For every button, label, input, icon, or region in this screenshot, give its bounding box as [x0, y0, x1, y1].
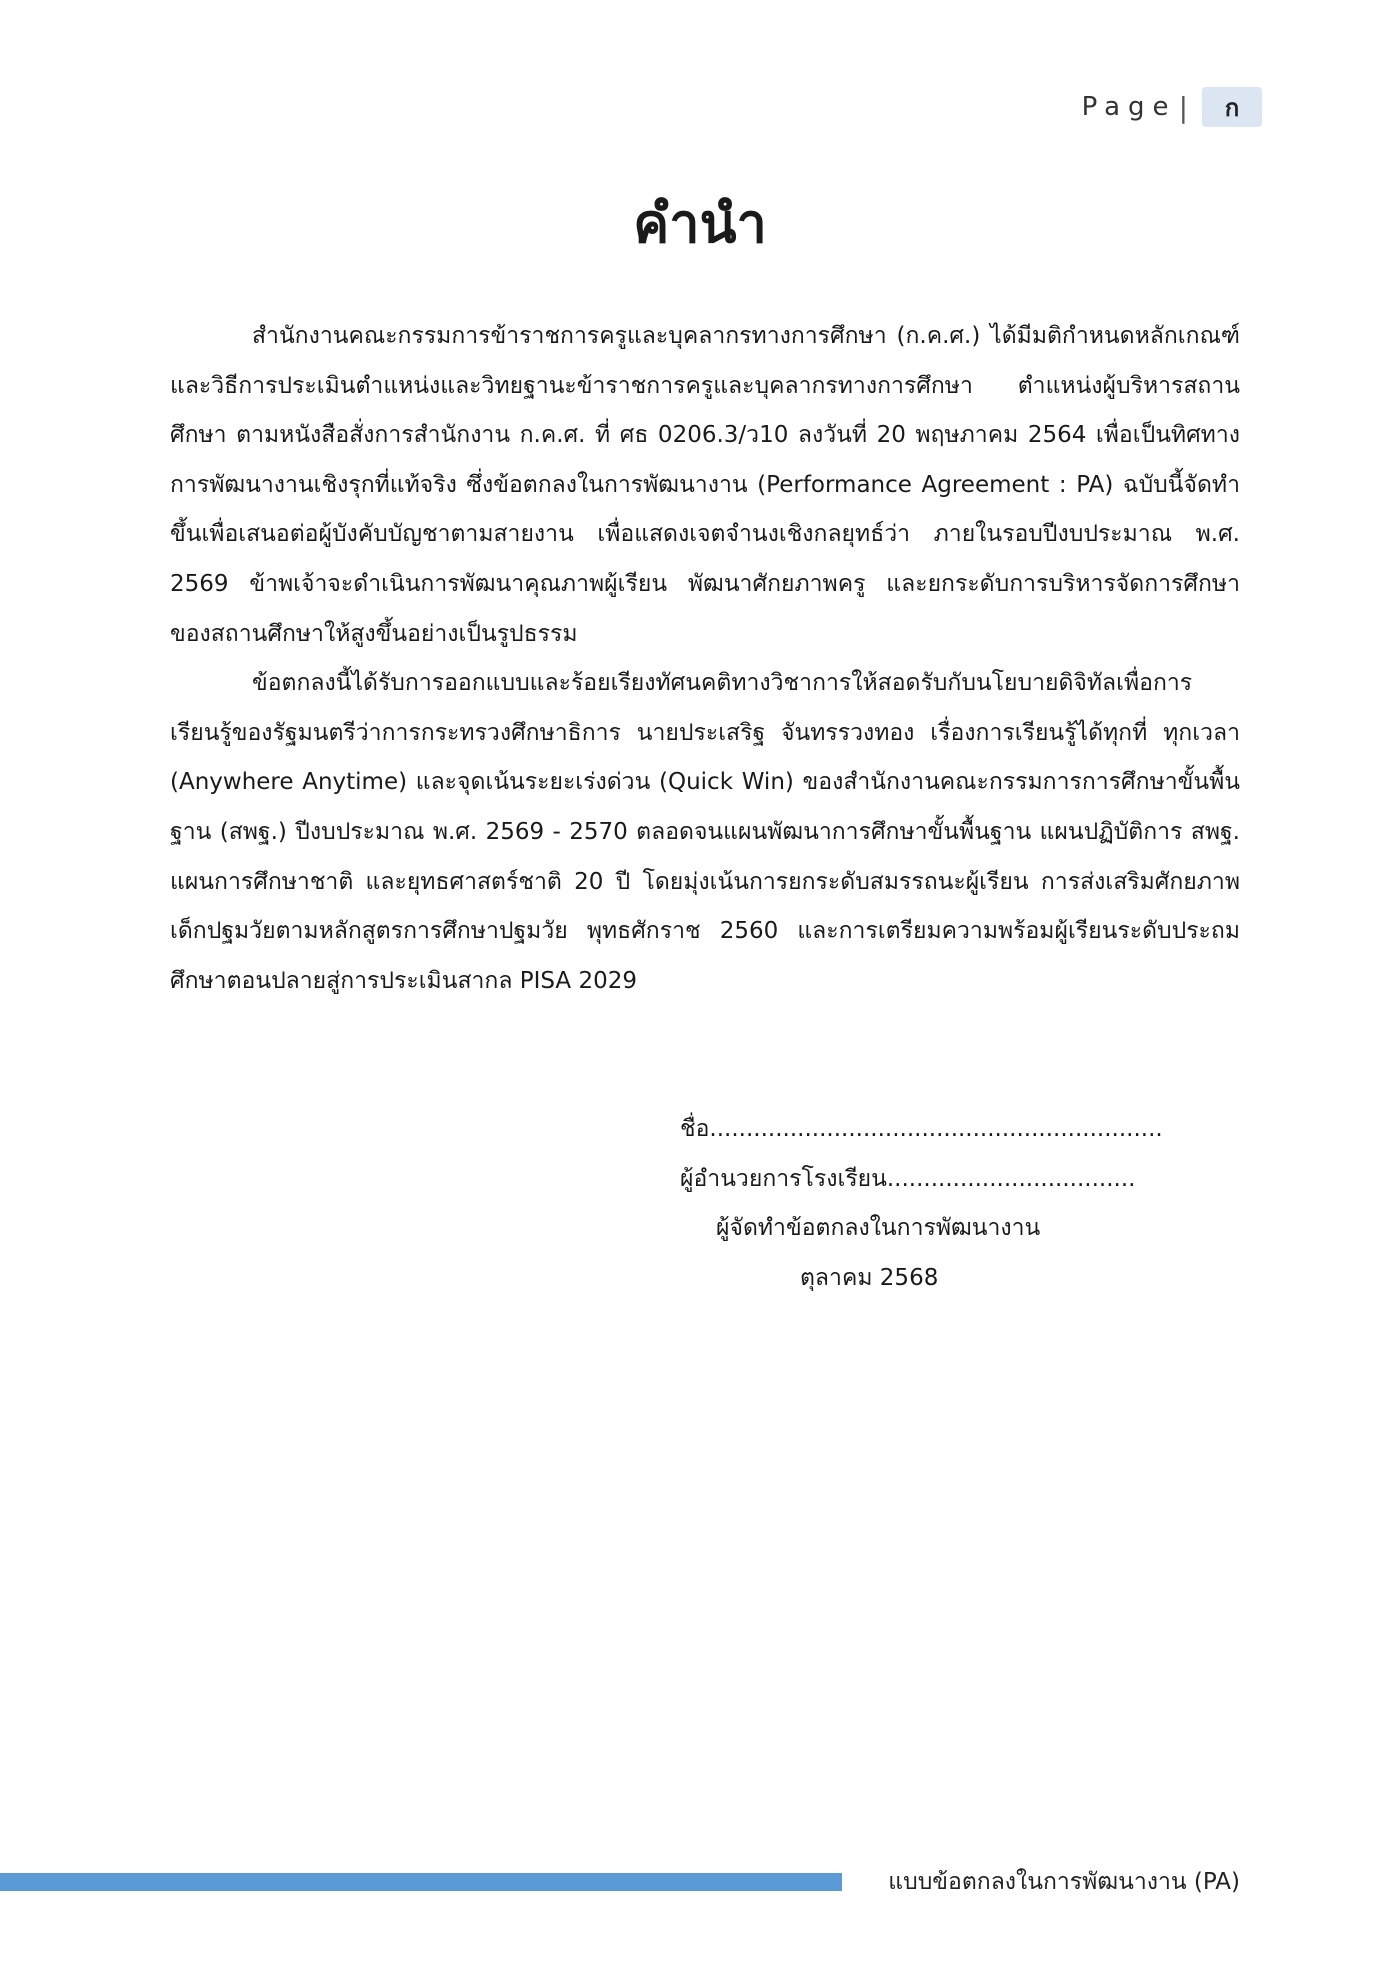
page-separator: |	[1178, 90, 1188, 124]
page-number-badge: ก	[1202, 87, 1262, 127]
paragraph-2: ข้อตกลงนี้ได้รับการออกแบบและร้อยเรียงทัศนคติทางวิชาการให้สอดรับกับนโยบายดิจิทัลเพื่อการเรียนรู้ของรัฐมนตรีว่าการกระทรวงศึกษาธิการ นายประเสริฐ จันทรรวงทอง เรื่องการเรียนรู้ได้ทุกที่ ทุกเวลา (Anywhere Anytime) และจุดเน้นระยะเร่งด่วน (Quick Win) ของสำนักงานคณะกรรมการการศึกษาขั้นพื้นฐาน (สพฐ.) ปีงบประมาณ พ.ศ. 2569 - 2570 ตลอดจนแผนพัฒนาการศึกษาขั้นพื้นฐาน แผนปฏิบัติการ สพฐ. แผนการศึกษาชาติ และยุทธศาสตร์ชาติ 20 ปี โดยมุ่งเน้นการยกระดับสมรรถนะผู้เรียน การส่งเสริมศักยภาพเด็กปฐมวัยตามหลักสูตรการศึกษาปฐมวัย พุทธศักราช 2560 และการเตรียมความพร้อมผู้เรียนระดับประถมศึกษาตอนปลายสู่การประเมินสากล PISA 2029	[170, 670, 1240, 994]
footer-accent-bar	[0, 1873, 842, 1891]
paragraph-1: สำนักงานคณะกรรมการข้าราชการครูและบุคลากรทางการศึกษา (ก.ค.ศ.) ได้มีมติกำหนดหลักเกณฑ์และวิธีการประเมินตำแหน่งและวิทยฐานะข้าราชการครูและบุคลากรทางการศึกษา ตำแหน่งผู้บริหารสถานศึกษา ตามหนังสือสั่งการสำนักงาน ก.ค.ศ. ที่ ศธ 0206.3/ว10 ลงวันที่ 20 พฤษภาคม 2564 เพื่อเป็นทิศทางการพัฒนางานเชิงรุกที่แท้จริง ซึ่งข้อตกลงในการพัฒนางาน (Performance Agreement : PA) ฉบับนี้จัดทำขึ้นเพื่อเสนอต่อผู้บังคับบัญชาตามสายงาน เพื่อแสดงเจตจำนงเชิงกลยุทธ์ว่า ภายในรอบปีงบประมาณ พ.ศ. 2569 ข้าพเจ้าจะดำเนินการพัฒนาคุณภาพผู้เรียน พัฒนาศักยภาพครู และยกระดับการบริหารจัดการศึกษาของสถานศึกษาให้สูงขึ้นอย่างเป็นรูปธรรม	[170, 323, 1240, 647]
footer-text: แบบข้อตกลงในการพัฒนางาน (PA)	[888, 1869, 1240, 1895]
signature-date-line: ตุลาคม 2568	[800, 1264, 939, 1291]
signature-role-line: ผู้จัดทำข้อตกลงในการพัฒนางาน	[716, 1215, 1041, 1242]
signature-name-line: ชื่อ..............................................................	[680, 1116, 1163, 1142]
page-label: Page	[1081, 92, 1177, 122]
signature-position-line: ผู้อำนวยการโรงเรียน..................................	[680, 1165, 1136, 1192]
document-title: คำนำ	[633, 192, 767, 255]
signature-block	[680, 1105, 1163, 1303]
page-header	[1082, 86, 1262, 128]
document-body	[170, 312, 1240, 1006]
